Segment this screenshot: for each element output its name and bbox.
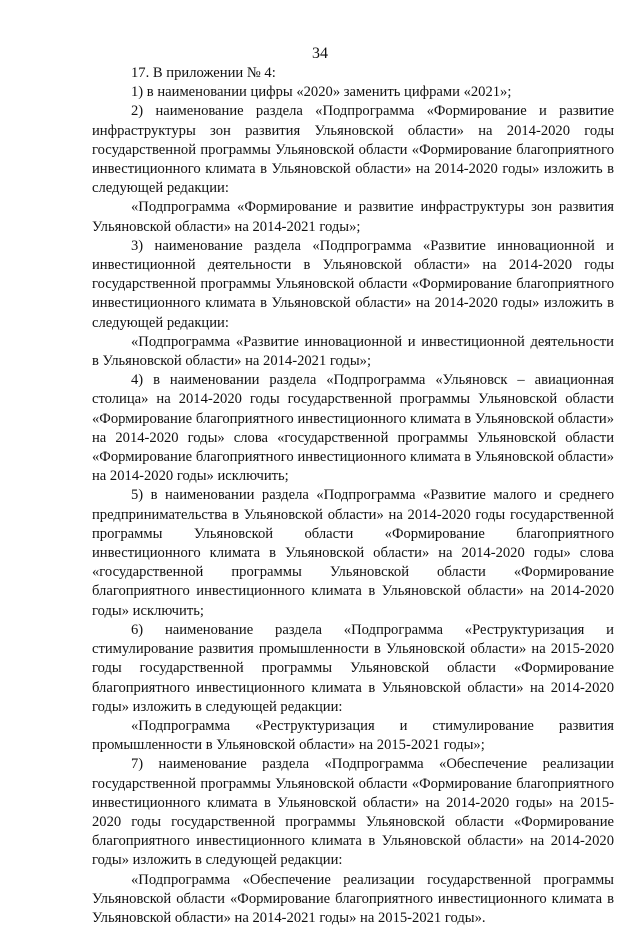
- item-6-new-wording: «Подпрограмма «Реструктуризация и стимулирование развития промышленности в Ульяновской области» на 2015-2021 годы»;: [92, 717, 614, 754]
- item-5: 5) в наименовании раздела «Подпрограмма «Развитие малого и среднего предпринимательства в Ульяновской области» на 2014-2020 годы государственной программы Ульяновской области «Формирование благоприятного инвестиционного климата в Ульяновской области» на 2014-2020 годы» слова «государственной программы Ульяновской области «Формирование благоприятного инвестиционного климата в Ульяновской области» на 2014-2020 годы» исключить;: [92, 487, 614, 619]
- section-heading-17: 17. В приложении № 4:: [131, 65, 276, 81]
- item-7-new-wording: «Подпрограмма «Обеспечение реализации государственной программы Ульяновской области «Формирование благоприятного инвестиционного климата в Ульяновской области» на 2014-2021 годы» на 2015-2021 годы».: [92, 871, 614, 926]
- item-2-new-wording: «Подпрограмма «Формирование и развитие инфраструктуры зон развития Ульяновской области» на 2014-2021 годы»;: [92, 199, 614, 235]
- item-3: 3) наименование раздела «Подпрограмма «Развитие инновационной и инвестиционной деятельности в Ульяновской области» на 2014-2020 годы государственной программы Ульяновской области «Формирование благоприятного инвестиционного климата в Ульяновской области» на 2014-2020 годы» изложить в следующей редакции:: [92, 237, 614, 331]
- item-2: 2) наименование раздела «Подпрограмма «Формирование и развитие инфраструктуры зон развития Ульяновской области» на 2014-2020 годы государственной программы Ульяновской области «Формирование благоприятного инвестиционного климата в Ульяновской области» на 2014-2020 годы» изложить в следующей редакции:: [92, 103, 614, 197]
- item-4: 4) в наименовании раздела «Подпрограмма «Ульяновск – авиационная столица» на 2014-2020 годы государственной программы Ульяновской области «Формирование благоприятного инвестиционного климата в Ульяновской области» на 2014-2020 годы» слова «государственной программы Ульяновской области «Формирование благоприятного инвестиционного климата в Ульяновской области» на 2014-2020 годы» исключить;: [92, 372, 614, 485]
- item-1: 1) в наименовании цифры «2020» заменить цифрами «2021»;: [131, 84, 512, 101]
- item-7: 7) наименование раздела «Подпрограмма «Обеспечение реализации государственной программы Ульяновской области «Формирование благоприятного инвестиционного климата в Ульяновской области» на 2014-2020 годы» на 2015-2020 годы государственной программы Ульяновской области «Формирование благоприятного инвестиционного климата в Ульяновской области» на 2014-2020 годы» изложить в следующей редакции:: [92, 756, 614, 869]
- item-6: 6) наименование раздела «Подпрограмма «Реструктуризация и стимулирование развития промышленности в Ульяновской области» на 2015-2020 годы государственной программы Ульяновской области «Формирование благоприятного инвестиционного климата в Ульяновской области» на 2014-2020 годы» изложить в следующей редакции:: [92, 621, 614, 715]
- item-3-new-wording: «Подпрограмма «Развитие инновационной и инвестиционной деятельности в Ульяновской области» на 2014-2021 годы»;: [92, 333, 614, 370]
- page-number: 34: [312, 45, 328, 62]
- document-body: [92, 64, 614, 928]
